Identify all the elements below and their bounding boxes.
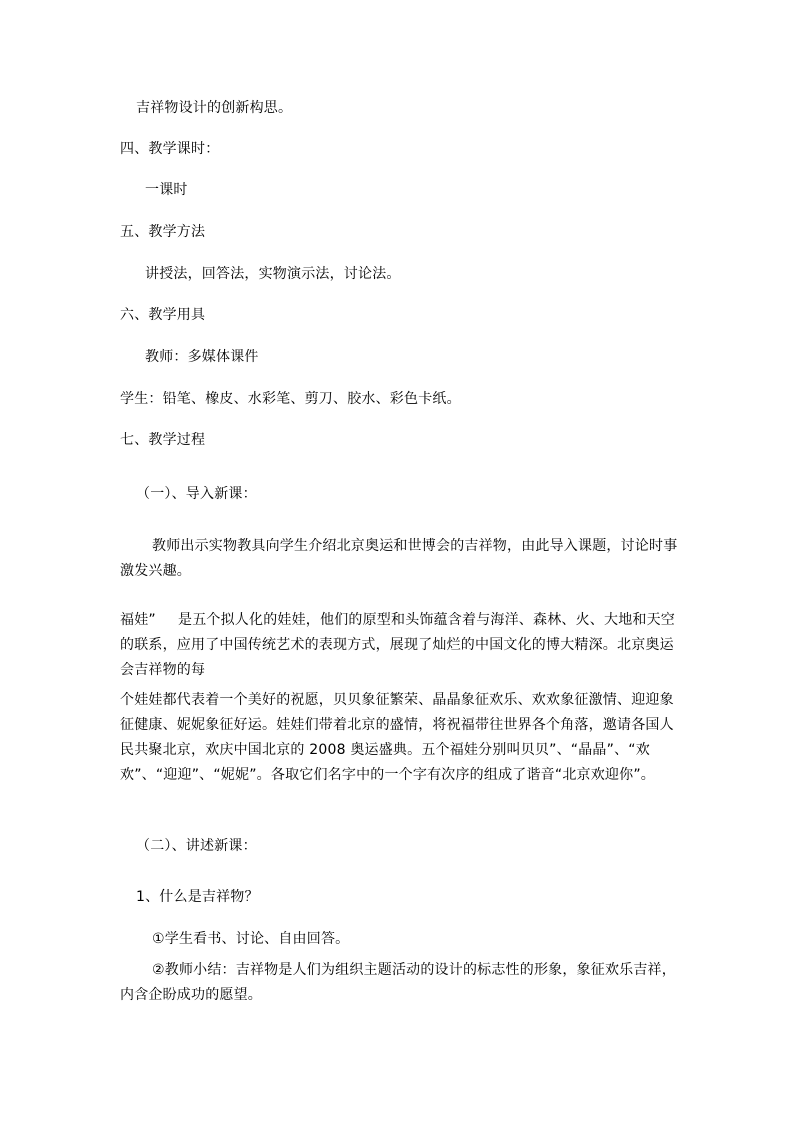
paragraph: 教师出示实物教具向学生介绍北京奥运和世博会的吉祥物，由此导入课题，讨论时事激发兴趣。 <box>120 538 678 579</box>
text-line: 教师：多媒体课件 <box>145 349 259 365</box>
section-heading: 七、教学过程 <box>120 432 206 448</box>
text-line: ①学生看书、讨论、自由回答。 <box>152 931 350 947</box>
text-line: 一课时 <box>145 182 188 198</box>
text-line: 讲授法，回答法，实物演示法，讨论法。 <box>145 266 401 282</box>
section-heading: 四、教学课时： <box>120 141 220 157</box>
paragraph-body: 是五个拟人化的娃娃，他们的原型和头饰蕴含着与海洋、森林、火、大地和天空的联系，应用了中国传统艺术的表现方式，展现了灿烂的中国文化的博大精深。北京奥运会吉祥物的每 <box>120 612 675 678</box>
section-heading: 五、教学方法 <box>120 224 206 240</box>
subsection-heading: （一）、导入新课： <box>136 486 257 502</box>
paragraph-lead: 福娃” <box>120 612 156 628</box>
subsection-heading: （二）、讲述新课： <box>136 838 257 854</box>
text-line: 学生：铅笔、橡皮、水彩笔、剪刀、胶水、彩色卡纸。 <box>120 391 461 407</box>
paragraph: ②教师小结：吉祥物是人们为组织主题活动的设计的标志性的形象，象征欢乐吉祥，内含企盼成功的愿望。 <box>120 962 676 1003</box>
text-line: 吉祥物设计的创新构思。 <box>136 100 293 116</box>
paragraph <box>120 608 680 683</box>
text-line: 1、什么是吉祥物？ <box>136 889 259 905</box>
paragraph: 个娃娃都代表着一个美好的祝愿，贝贝象征繁荣、晶晶象征欢乐、欢欢象征激情、迎迎象征健康、妮妮象征好运。娃娃们带着北京的盛情，将祝福带往世界各个角落，邀请各国人民共聚北京，欢庆中国北京的 2008 奥运盛典。五个福娃分别叫贝贝”、“晶晶”、“欢欢”、“迎迎”、“妮妮”。各取它们名字中的一个字有次序的组成了谐音“北京欢迎你”。 <box>120 692 674 783</box>
section-heading: 六、教学用具 <box>120 307 206 323</box>
